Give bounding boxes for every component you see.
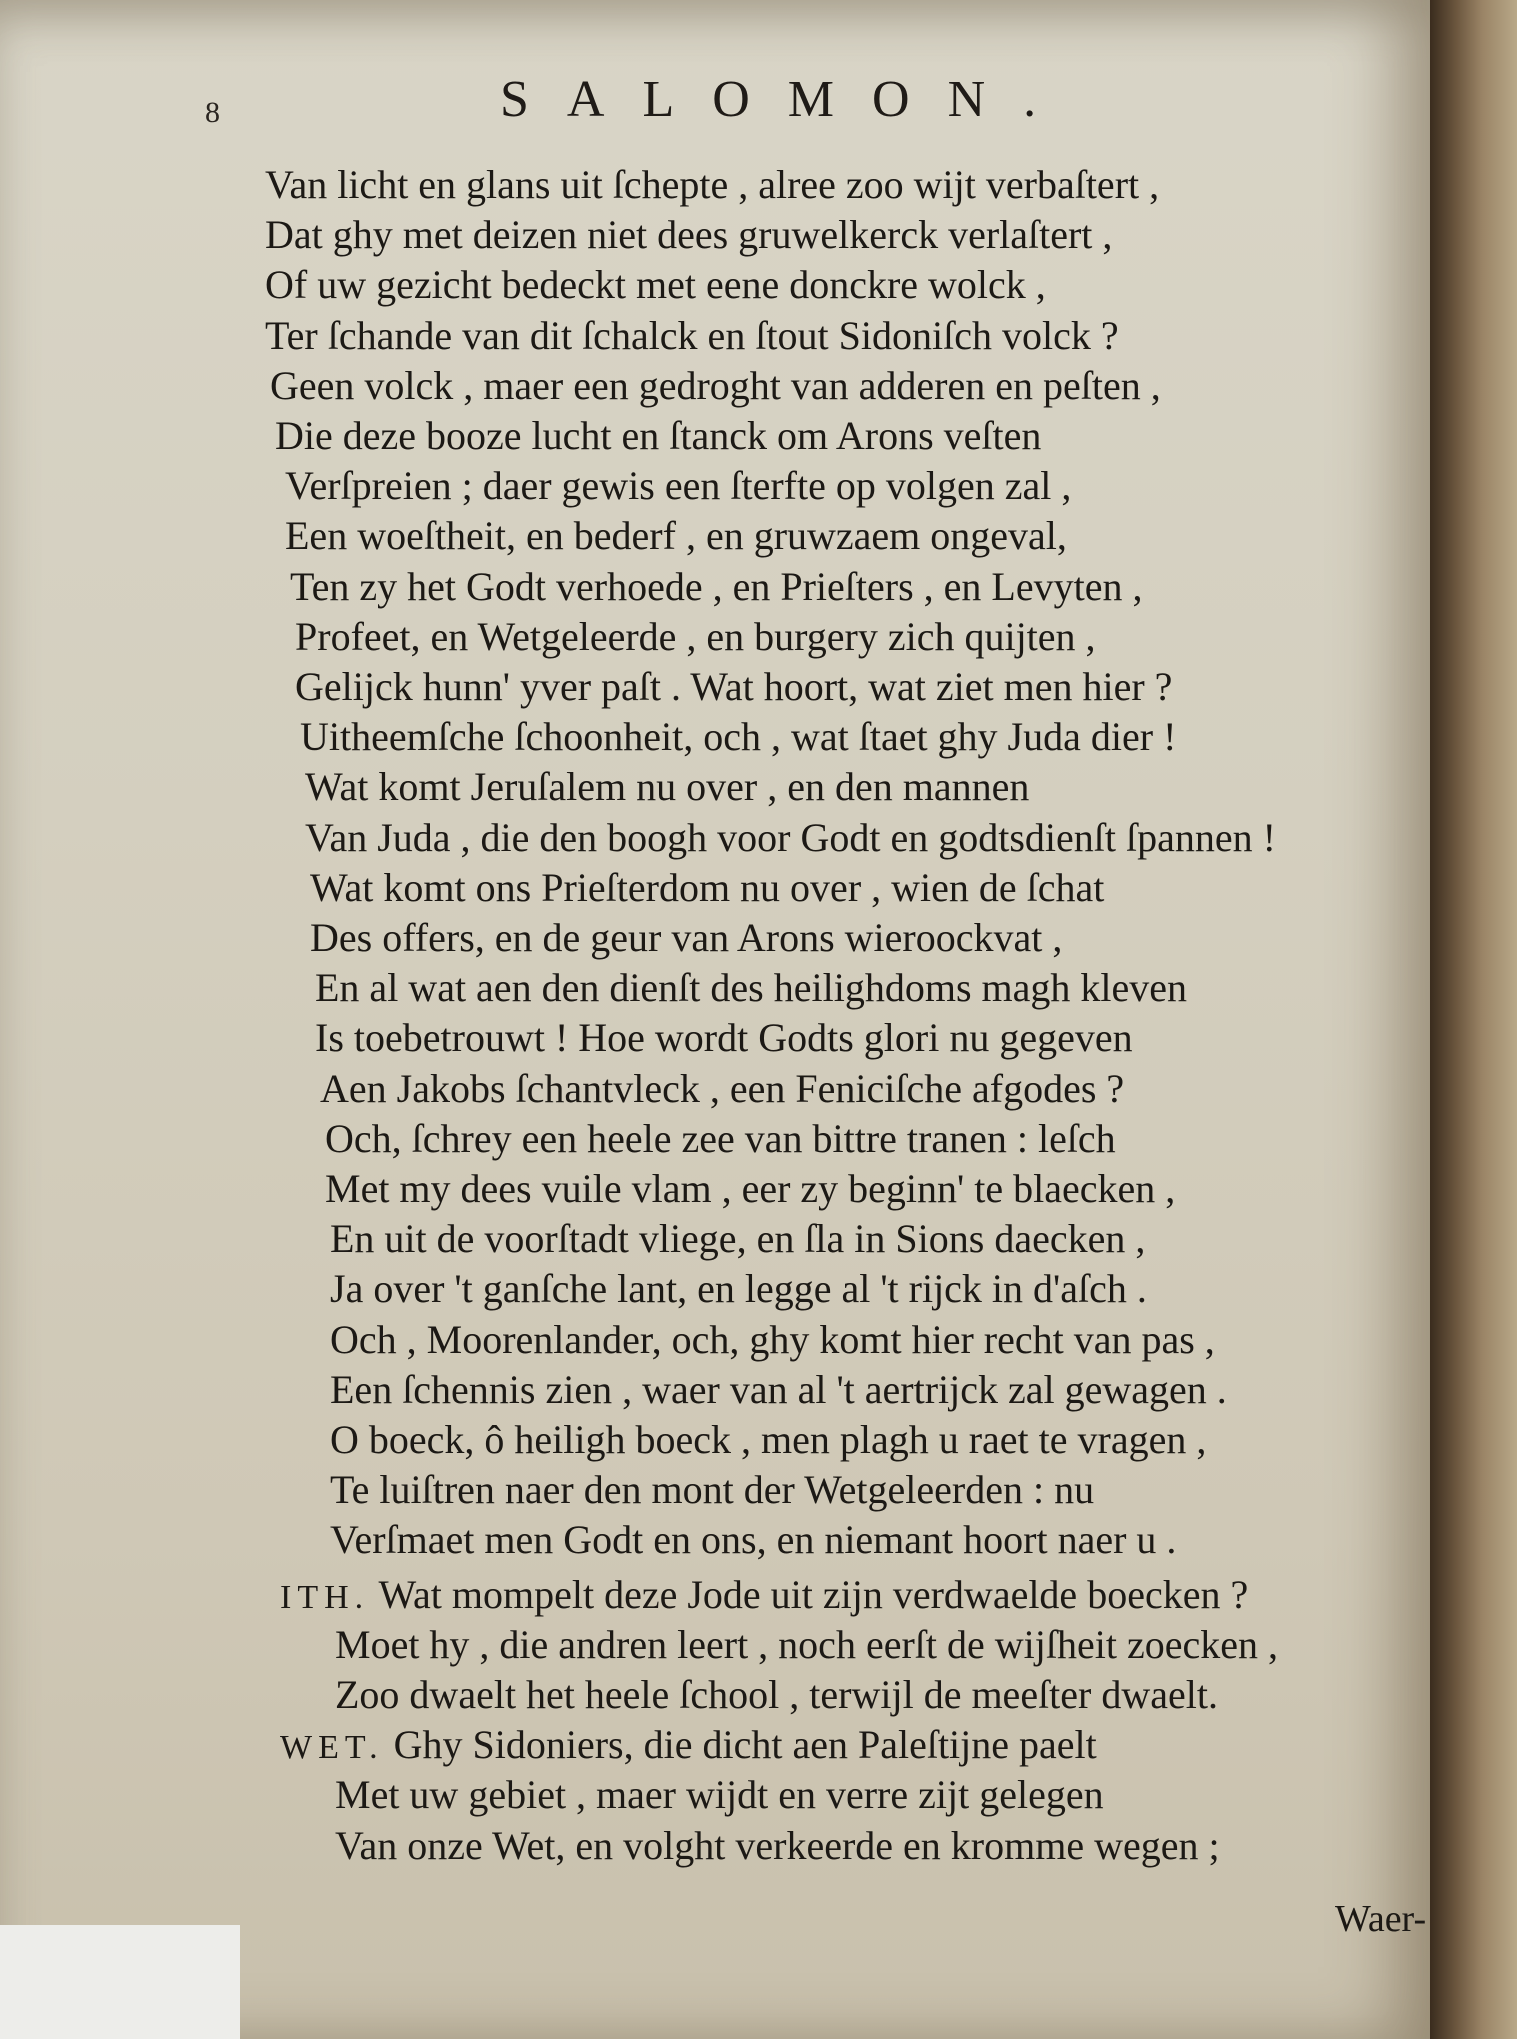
catchword: Waer- [1335, 1898, 1427, 1940]
verse-line: Een woeſtheit, en bederf , en gruwzaem ongeval, [285, 513, 1067, 559]
book-edge [1430, 0, 1517, 2039]
speech-line: Moet hy , die andren leert , noch eerſt de wijſheit zoecken , [335, 1621, 1278, 1667]
verse-line: Met my dees vuile vlam , eer zy beginn' te blaecken , [325, 1166, 1176, 1211]
verse-line: Och, ſchrey een heele zee van bittre tranen : leſch [325, 1115, 1116, 1161]
speech-line: Zoo dwaelt het heele ſchool , terwijl de meeſter dwaelt. [335, 1672, 1218, 1717]
speech-line: Met uw gebiet , maer wijdt en verre zijt gelegen [335, 1772, 1104, 1818]
page-number: 8 [205, 96, 220, 129]
verse-line: Ter ſchande van dit ſchalck en ſtout Sidoniſch volck ? [265, 312, 1119, 358]
verse-line: Van Juda , die den boogh voor Godt en godtsdienſt ſpannen ! [305, 814, 1276, 860]
verse-line: Och , Moorenlander, och, ghy komt hier recht van pas , [330, 1316, 1215, 1362]
verse-line: Profeet, en Wetgeleerde , en burgery zich quijten , [295, 613, 1096, 659]
verse-line: Te luiſtren naer den mont der Wetgeleerden : nu [330, 1467, 1095, 1513]
verse-line: En uit de voorſtadt vliege, en ſla in Sions daecken , [330, 1216, 1146, 1262]
verse-line: Verſpreien ; daer gewis een ſterfte op volgen zal , [285, 463, 1072, 509]
verse-line: Gelijck hunn' yver paſt . Wat hoort, wat ziet men hier ? [295, 664, 1173, 709]
verse-line: Aen Jakobs ſchantvleck , een Feniciſche afgodes ? [320, 1065, 1125, 1111]
speech-text: Ghy Sidoniers, die dicht aen Paleſtijne paelt [393, 1722, 1097, 1768]
verse-line: Verſmaet men Godt en ons, en niemant hoort naer u . [330, 1517, 1177, 1563]
verse-line: Wat komt Jeruſalem nu over , en den mannen [305, 764, 1030, 810]
verse-line: Is toebetrouwt ! Hoe wordt Godts glori nu gegeven [315, 1015, 1133, 1061]
verse-line: En al wat aen den dienſt des heilighdoms magh kleven [315, 965, 1187, 1011]
verse-line: Uitheemſche ſchoonheit, och , wat ſtaet ghy Juda dier ! [300, 714, 1177, 760]
verse-line: Geen volck , maer een gedroght van adderen en peſten , [270, 362, 1161, 408]
verse-line: Ja over 't ganſche lant, en legge al 't rijck in d'aſch . [330, 1266, 1147, 1312]
speaker-label: WET. [280, 1729, 384, 1767]
speaker-label: ITH. [280, 1578, 370, 1616]
verse-line: Die deze booze lucht en ſtanck om Arons veſten [275, 413, 1042, 458]
verse-line: Dat ghy met deizen niet dees gruwelkerck verlaſtert , [265, 212, 1113, 258]
speech-first-line [280, 1720, 1097, 1773]
verse-line: Ten zy het Godt verhoede , en Prieſters , en Levyten , [290, 563, 1143, 609]
running-head: SALOMON. [500, 71, 1075, 128]
verse-line: Van licht en glans uit ſchepte , alree zoo wijt verbaſtert , [265, 162, 1160, 207]
speech-line: Van onze Wet, en volght verkeerde en kromme wegen ; [335, 1822, 1220, 1868]
verse-line: Een ſchennis zien , waer van al 't aertrijck zal gewagen . [330, 1366, 1227, 1412]
speech-text: Wat mompelt deze Jode uit zijn verdwaelde boecken ? [378, 1571, 1249, 1617]
page-header [0, 70, 1430, 140]
verse-line: Of uw gezicht bedeckt met eene donckre wolck , [265, 262, 1046, 308]
corner-patch [0, 1925, 240, 2039]
verse-line: O boeck, ô heiligh boeck , men plagh u raet te vragen , [330, 1417, 1207, 1462]
verse-line: Des offers, en de geur van Arons wieroockvat , [310, 915, 1063, 960]
speech-first-line [280, 1570, 1248, 1623]
verse-line: Wat komt ons Prieſterdom nu over , wien de ſchat [310, 864, 1105, 910]
